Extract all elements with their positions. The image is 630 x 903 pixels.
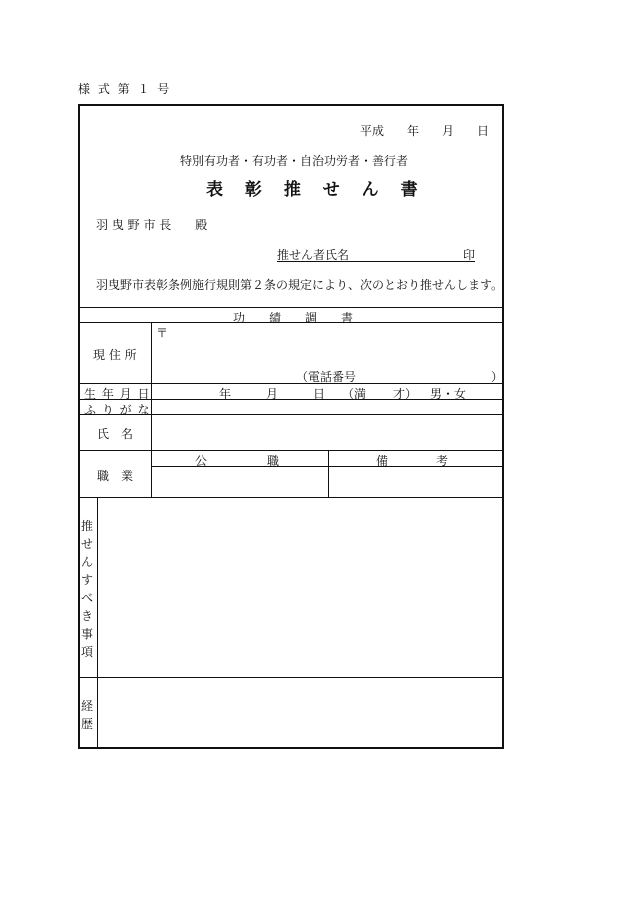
occupation-divider (328, 450, 329, 497)
furigana-label: ふ り が な (84, 403, 151, 417)
occupation-label: 職 業 (97, 469, 134, 483)
page-title: 表 彰 推 せ ん 書 (206, 180, 426, 200)
remarks-input[interactable] (331, 469, 501, 495)
public-office-input[interactable] (155, 469, 325, 495)
recommend-matters-input[interactable] (100, 500, 500, 674)
phone-label: （電話番号 (296, 370, 357, 384)
divider (79, 450, 503, 451)
divider (79, 307, 503, 308)
phone-input[interactable] (356, 368, 486, 382)
form-number: 様 式 第 １ 号 (78, 82, 172, 96)
gender-choice[interactable]: 男・女 (430, 387, 467, 401)
postal-mark: 〒 (156, 326, 169, 340)
name-label: 氏 名 (97, 427, 134, 441)
furigana-input[interactable] (155, 401, 500, 413)
section-title: 功 績 調 書 (233, 311, 354, 325)
name-input[interactable] (155, 417, 500, 447)
remarks-header: 備 考 (376, 454, 449, 468)
birthdate-label: 生 年 月 日 (84, 387, 151, 401)
vertical-label-divider (97, 497, 98, 748)
address-input[interactable] (155, 338, 500, 368)
recommendation-statement: 羽曳野市表彰条例施行規則第２条の規定により、次のとおり推せんします。 (96, 278, 504, 292)
date-era: 平成 (360, 124, 385, 138)
divider (79, 677, 503, 678)
history-input[interactable] (100, 680, 500, 746)
recommender-signature-line[interactable] (277, 246, 475, 262)
label-column-divider (151, 322, 152, 497)
date-day: 日 (477, 124, 490, 138)
public-office-header: 公 職 (195, 454, 280, 468)
recommender-name-label: 推せん者氏名 (277, 248, 350, 262)
divider (79, 383, 503, 384)
divider (79, 497, 503, 498)
age-close: 才） (393, 387, 418, 401)
award-categories: 特別有功者・有功者・自治功労者・善行者 (180, 154, 409, 168)
phone-close: ） (491, 370, 504, 384)
date-month: 月 (442, 124, 455, 138)
birth-month: 月 (266, 387, 279, 401)
age-open: （満 (342, 387, 367, 401)
birth-day: 日 (313, 387, 326, 401)
address-label: 現 住 所 (93, 348, 137, 362)
history-label: 経歴 (80, 699, 93, 731)
date-year: 年 (407, 124, 420, 138)
seal-mark: 印 (462, 248, 475, 262)
birth-year: 年 (219, 387, 232, 401)
recommend-matters-label: 推せんすべき事項 (80, 519, 93, 659)
addressee: 羽 曳 野 市 長 殿 (96, 218, 208, 232)
